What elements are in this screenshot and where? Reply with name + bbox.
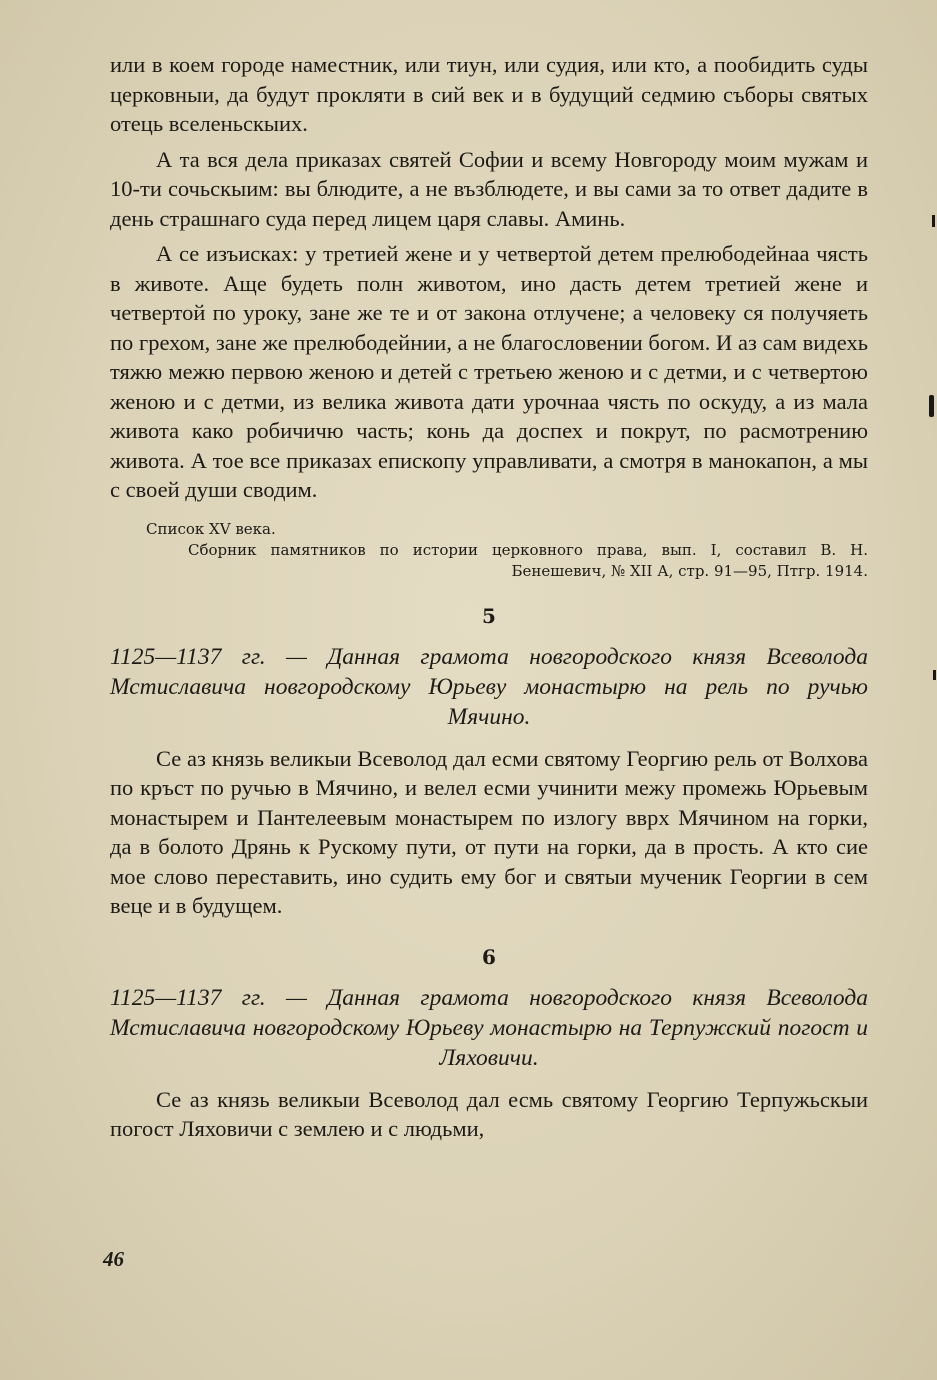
continued-paragraph: или в коем городе наместник, или тиун, или судия, или кто, а пообидить суды церковныи, да будут прокляти в сий век и в будущий седмию съборы святых отець вселеньскыих.: [110, 52, 868, 136]
document-number: 5: [482, 603, 496, 628]
margin-ink-mark: [932, 215, 935, 227]
page-number: 46: [103, 1247, 124, 1271]
document-heading: 1125—1137 гг. — Данная грамота новгородского князя Всеволода Мстиславича новгородскому Юрьеву монастырю на Терпужский погост и Ляховичи.: [110, 984, 868, 1071]
document-text: Се аз князь великыи Всеволод дал есмь святому Георгию Терпужьскыи погост Ляховичи с землею и с людьми,: [110, 1086, 868, 1141]
bibliographic-reference: Сборник памятников по истории церковного права, вып. I, составил В. Н. Бенешевич, № XII А, стр. 91—95, Птгр. 1914.: [188, 540, 868, 580]
document-heading: 1125—1137 гг. — Данная грамота новгородского князя Всеволода Мстиславича новгородскому Юрьеву монастырю на рель по ручью Мячино.: [110, 643, 868, 730]
source-note: Список XV века.: [146, 519, 276, 538]
text-column: [110, 50, 868, 1144]
paragraph: А се изъисках: у третией жене и у четвертой детем прелюбодейнаа чясть в животе. Аще будеть полн животом, ино дасть детем третией жене и четвертой по уроку, зане же те и от закона отлучене; а человеку ся получяеть по грехом, зане же прелюбодейнии, а не благословении богом. И аз сам видехь тяжю межю первою женою и детей с третьею женою и с детми, и с четвертою женою и с детми, из велика живота дати урочнаа чясть по оскуду, а из мала живота како робичичю часть; конь да доспех и покрут, по расмотрению живота. А тое все приказах епископу управливати, а смотря в манокапон, а мы с своей души сводим.: [110, 241, 868, 502]
paragraph: А та вся дела приказах святей Софии и всему Новгороду моим мужам и 10-ти сочьскыим: вы блюдите, а не възблюдете, и вы сами за то ответ дадите в день страшнаго суда перед лицем царя славы. Аминь.: [110, 146, 868, 231]
document-number: 6: [482, 944, 496, 969]
margin-ink-mark: [933, 670, 936, 680]
margin-ink-mark: [929, 395, 934, 417]
document-text: Се аз князь великыи Всеволод дал есми святому Георгию рель от Волхова по кръст по ручью в Мячино, и велел есми учинити межу промежь Юрьевым монастырем и Пантелеевым монастырем по излогу вврх Мячином на горки, да в болото Дрянь к Рускому пути, от пути на горки, да в прость. А кто сие мое слово переставить, ино судить ему бог и святыи мученик Георгии в сем веце и в будущем.: [110, 745, 868, 918]
